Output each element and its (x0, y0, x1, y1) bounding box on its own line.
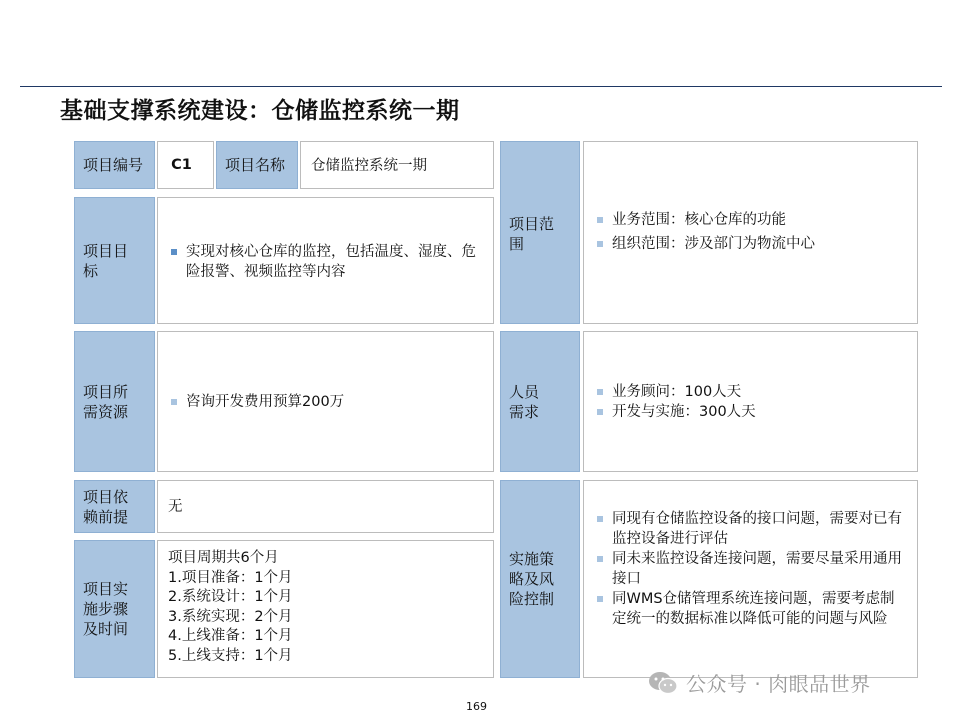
steps-line: 4.上线准备：1个月 (168, 628, 293, 644)
steps-value (157, 540, 494, 678)
scope-item: 业务范围：核心仓库的功能 (594, 210, 815, 230)
page-number: 169 (466, 700, 487, 713)
goal-value (157, 197, 494, 324)
watermark (648, 668, 871, 697)
steps-line: 5.上线支持：1个月 (168, 647, 293, 664)
wechat-icon (648, 670, 678, 696)
risk-label: 实施策 略及风 险控制 (500, 480, 580, 678)
resource-label: 项目所 需资源 (74, 331, 155, 472)
steps-line: 3.系统实现：2个月 (168, 608, 293, 625)
project-no-label: 项目编号 (74, 141, 155, 189)
risk-item: 同未来监控设备连接问题，需要尽量采用通用接口 (594, 549, 909, 589)
staff-label: 人员 需求 (500, 331, 580, 472)
resource-item: 咨询开发费用预算200万 (168, 392, 344, 412)
watermark-text: 公众号 · 肉眼品世界 (686, 672, 871, 696)
project-name-value: 仓储监控系统一期 (300, 141, 494, 189)
staff-item: 业务顾问：100人天 (594, 382, 756, 402)
project-name-label: 项目名称 (216, 141, 298, 189)
header-rule (20, 86, 942, 87)
steps-line: 项目周期共6个月 (168, 550, 279, 566)
goal-item: 实现对核心仓库的监控，包括温度、湿度、危险报警、视频监控等内容 (168, 242, 485, 282)
scope-label: 项目范 围 (500, 141, 580, 324)
risk-value (583, 480, 918, 678)
goal-label: 项目目 标 (74, 197, 155, 324)
page-title: 基础支撑系统建设：仓储监控系统一期 (60, 98, 460, 124)
scope-value (583, 141, 918, 324)
steps-line: 1.项目准备：1个月 (168, 569, 293, 586)
dependency-value: 无 (157, 480, 494, 533)
steps-label: 项目实 施步骤 及时间 (74, 540, 155, 678)
staff-item: 开发与实施：300人天 (594, 402, 756, 422)
risk-item: 同现有仓储监控设备的接口问题，需要对已有监控设备进行评估 (594, 509, 909, 549)
steps-line: 2.系统设计：1个月 (168, 589, 293, 605)
risk-item: 同WMS仓储管理系统连接问题，需要考虑制定统一的数据标准以降低可能的问题与风险 (594, 589, 909, 629)
scope-item: 组织范围：涉及部门为物流中心 (594, 234, 815, 254)
project-no-value: C1 (157, 141, 214, 189)
dependency-label: 项目依 赖前提 (74, 480, 155, 533)
staff-value (583, 331, 918, 472)
resource-value (157, 331, 494, 472)
